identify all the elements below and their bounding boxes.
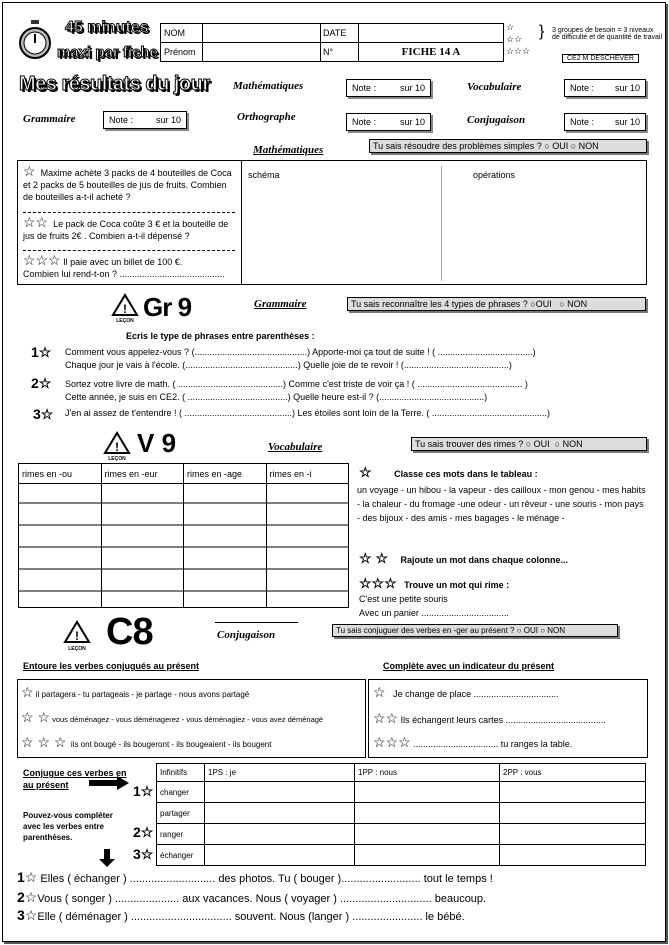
conj-header-2: Complète avec un indicateur du présent <box>383 661 555 671</box>
lecon-warning-icon <box>63 620 91 652</box>
rimes-cell[interactable] <box>101 484 184 608</box>
conj-cell[interactable] <box>355 824 500 845</box>
gram-line-3: J'en ai assez de t'entendre ! ( ...........................................) Les étoiles sont loin de la Terre. ( ..............................................) <box>65 408 550 418</box>
conj-title: Conjugaison <box>217 629 276 641</box>
arrow-down-icon <box>99 849 115 867</box>
rimes-cell[interactable] <box>184 484 267 608</box>
schema-label: schéma <box>248 170 280 180</box>
gram-line-1: Comment vous appelez-vous ? (.............................................) Apporte-moi ça tout de suite ! ( ......................................) Chaque jour je vais à l'école. (.............................................) Quelle joie de te revoir ! (..........................................) <box>65 347 536 370</box>
conj-code: C8 <box>106 611 153 653</box>
results-title: Mes résultats du jour <box>19 73 210 95</box>
rimes-col-eur: rimes en -eur <box>101 464 184 484</box>
gram-code: Gr 9 <box>143 292 192 322</box>
svg-text:LEÇON: LEÇON <box>116 318 134 323</box>
ortho-result-label: Orthographe <box>237 111 296 123</box>
vocab-instr-1: ☆ Classe ces mots dans le tableau : <box>359 464 538 480</box>
rimes-col-age: rimes en -age <box>184 464 267 484</box>
svg-text:!: ! <box>123 302 127 316</box>
level-stars: ☆ ☆☆ ☆☆☆ <box>506 22 531 56</box>
gram-question: Tu sais reconnaître les 4 types de phrases ? ○OUI ○ NON <box>347 297 646 311</box>
math-title: Mathématiques <box>253 144 324 156</box>
gram-note-field[interactable]: Note : sur 10 <box>103 111 187 129</box>
svg-text:!: ! <box>115 440 119 454</box>
prenom-label: Prénom <box>161 43 203 62</box>
verb-row-label: échanger <box>157 845 205 866</box>
rimes-table <box>18 463 349 608</box>
gram-line-2: Sortez votre livre de math. ( ..........................................) Comme c'est triste de voir ça ! ( .......................................... ) Cette année, je suis en CE2. ( ........................................) Quelle heure est-il ? (..........................................) <box>65 379 528 402</box>
verb-row-label: ranger <box>157 824 205 845</box>
lecon-warning-icon <box>111 293 139 323</box>
sentence-1: 1☆ Elles ( échanger ) ............................ des photos. Tu ( bouger ).......................... tout le temps ! <box>17 869 493 885</box>
vocab-instr-3: ☆☆☆ Trouve un mot qui rime : <box>359 575 510 591</box>
conj-cell[interactable] <box>500 803 646 824</box>
complete-line-1: ☆ Je change de place .................................. <box>373 684 559 700</box>
fiche-label: FICHE 14 A <box>359 43 504 62</box>
conj-cell[interactable] <box>500 782 646 803</box>
verb-row-label: partager <box>157 803 205 824</box>
svg-text:LEÇON: LEÇON <box>108 456 126 461</box>
th-infinitifs: Infinitifs <box>157 764 205 782</box>
conj-cell[interactable] <box>500 845 646 866</box>
num-label: N° <box>321 43 359 62</box>
conj-note-field[interactable]: Note : sur 10 <box>564 113 646 131</box>
conj-cell[interactable] <box>205 824 355 845</box>
stopwatch-icon <box>17 19 53 61</box>
sentence-3: 3☆Elle ( déménager ) ................................. souvent. Nous (langer ) ....................... le bébé. <box>17 907 465 923</box>
vocab-code: V 9 <box>137 428 177 458</box>
vocab-result-label: Vocabulaire <box>467 81 522 93</box>
rimes-cell[interactable] <box>266 484 349 608</box>
gram-result-label: Grammaire <box>23 113 76 125</box>
vocab-question: Tu sais trouver des rimes ? ○ OUI ○ NON <box>411 437 647 451</box>
gram-title: Grammaire <box>254 298 307 310</box>
pouvez-label: Pouvez-vous compléter avec les verbes entre parenthèses. <box>23 811 113 842</box>
conj-cell[interactable] <box>205 845 355 866</box>
entoure-line-2: ☆ ☆ vous déménagez - vous déménagerez - vous déménagiez - vous avez déménagé <box>21 709 324 725</box>
operations-label: opérations <box>473 170 516 180</box>
arrow-right-icon <box>89 776 129 790</box>
conj-cell[interactable] <box>205 803 355 824</box>
conj-cell[interactable] <box>355 803 500 824</box>
math-result-label: Mathématiques <box>233 80 304 92</box>
math-problem-3: ☆☆☆ Il paie avec un billet de 100 €. Combien lui rend-t-on ? .......................................... <box>23 252 225 279</box>
author-label: CE2 M DESCHEVER <box>562 54 639 63</box>
conj-cell[interactable] <box>355 845 500 866</box>
svg-text:LEÇON: LEÇON <box>68 646 86 652</box>
date-field[interactable] <box>359 24 504 43</box>
vocab-note-field[interactable]: Note : sur 10 <box>564 79 646 97</box>
conjugue-label: Conjugue ces verbes en au présent <box>23 768 127 790</box>
vocab-instr-2: ☆ ☆ Rajoute un mot dans chaque colonne... <box>359 550 569 566</box>
conj-result-label: Conjugaison <box>467 114 526 126</box>
th-1ps: 1PS : je <box>205 764 355 782</box>
vocab-words: un voyage - un hibou - la vapeur - des cailloux - mon genou - mes habits - la chaleur - du fromage -une odeur - un rêveur - une souris - mon pays - des bijoux - des amis - mes bagages - le ménage - <box>357 485 646 523</box>
date-label: DATE <box>321 24 359 43</box>
th-2pp: 2PP : vous <box>500 764 646 782</box>
th-1pp: 1PP : nous <box>355 764 500 782</box>
math-note-field[interactable]: Note : sur 10 <box>346 79 431 97</box>
worksheet-page: 45 minutes maxi par fiche NOM DATE Prénom N° FICHE 14 A ☆ ☆☆ ☆☆☆ } 3 groupes de besoin = 3 niveaux de difficulté et de quantité de travail CE2 M DESCHEVER Mes résultats du jour Mathématiques Note : sur 10 Vocabulaire Note : sur 10 Grammaire Note : sur 10 Orthographe Note : sur 10 Conjugaison Note : sur 10 Mathématiques Tu sais résoudre des problèmes simples ? ○ OUI ○ NON ☆ Maxime achète 3 packs de 4 bouteilles de Coca et 2 packs de 5 bouteilles de jus de fruits. Combien de bouteilles a-t-il acheté ? ☆☆ Le pack de Coca coûte 3 € et la bouteille de jus de fruits 2€ . Combien a-t-il dépensé ? ☆☆☆ Il paie avec un billet de 100 €. Combien lui rend-t-on ? .......................................... schéma opérations ! LEÇON Gr 9 Grammaire Tu sais reconnaître les 4 types de phrases ? ○OUI ○ NON Ecris le type de phrases entre parenthèses : 1☆ Comment vous appelez-vous ? (.............................................) Apporte-moi ça tout de suite ! ( ......................................) Chaque jour je vais à l'école. (.............................................) Quelle joie de te revoir ! (..........................................) 2☆ Sortez votre livre de math. ( ..........................................) Comme c'est triste de voir ça ! ( .......................................... ) Cette année, je suis en CE2. ( ........................................) Quelle heure est-il ? (..........................................) 3☆ J'en ai assez de t'entendre ! ( ...........................................) Les étoiles sont loin de la Terre. ( ..............................................) ! LEÇON V 9 Vocabulaire Tu sais trouver des rimes ? ○ OUI ○ NON rimes en -ou rimes en -eur rimes en -age rimes en -i ☆ Classe ces mots dans le tableau : un voyage - un hibou - la vapeur - des cailloux - mon genou - mes habits - la chaleur - du fromage -une odeur - un rêveur - une souris - mon pays - des bijoux - des amis - mes bagages - le ménage - ☆ ☆ Rajoute un mot dans chaque colonne... ☆☆☆ Trouve un mot qui rime : C'est une petite souris Avec un panier ................................... ! LEÇON C8 Conjugaison Tu sais conjuguer des verbes en -ger au présent ? ○ OUI ○ NON Entoure les verbes conjugués au présent Complète avec un indicateur du présent ☆ il partagera - tu partageais - je partage - nous avons partagé ☆ ☆ vous déménagez - vous déménagerez - vous déménagiez - vous avez déménagé ☆ ☆ ☆ ils ont bougé - ils bougeront - ils bougeaient - ils bougent ☆ Je change de place .................................. ☆☆ Ils échangent leurs cartes ........................................ ☆☆☆ .................................. tu ranges la table. Conjugue ces verbes en au présent Pouvez-vous compléter avec les verbes entre parenthèses. 1☆ 2☆ 3☆ Infinitifs 1PS : je 1PP : nous 2PP : vous changer partager ranger échanger 1☆ Elles ( échanger ) ............................ des photos. Tu ( bouger ).......................... tout le temps ! 2☆Vous ( songer ) ..................... aux vacances. Nous ( voyager ) .............................. beaucoup. 3☆Elle ( déménager ) ................................. souvent. Nous (langer ) ....................... le bébé. <box>2 2 666 942</box>
groups-note: 3 groupes de besoin = 3 niveaux de difficulté et de quantité de travail <box>552 27 663 41</box>
time-label: 45 minutes <box>65 19 149 36</box>
maxi-label: maxi par fiche <box>57 44 158 61</box>
sentence-2: 2☆Vous ( songer ) ..................... aux vacances. Nous ( voyager ) .............................. beaucoup. <box>17 889 487 905</box>
rimes-col-ou: rimes en -ou <box>19 464 102 484</box>
lecon-warning-icon <box>103 431 131 461</box>
conj-question: Tu sais conjuguer des verbes en -ger au présent ? ○ OUI ○ NON <box>332 624 618 637</box>
entoure-line-3: ☆ ☆ ☆ ils ont bougé - ils bougeront - ils bougeaient - ils bougent <box>21 734 272 750</box>
nom-label: NOM <box>161 24 203 43</box>
vocab-title: Vocabulaire <box>268 441 323 453</box>
math-problem-1: ☆ Maxime achète 3 packs de 4 bouteilles de Coca et 2 packs de 5 bouteilles de jus de fruits. Combien de bouteilles a-t-il acheté ? <box>23 163 232 202</box>
rime-lines: C'est une petite souris Avec un panier ................................... <box>359 594 509 618</box>
conj-cell[interactable] <box>205 782 355 803</box>
math-problem-2: ☆☆ Le pack de Coca coûte 3 € et la bouteille de jus de fruits 2€ . Combien a-t-il dépensé ? <box>23 214 229 241</box>
complete-line-2: ☆☆ Ils échangent leurs cartes ........................................ <box>373 710 606 726</box>
conj-header-1: Entoure les verbes conjugués au présent <box>23 661 200 671</box>
identity-table <box>160 23 504 62</box>
math-question: Tu sais résoudre des problèmes simples ? ○ OUI ○ NON <box>369 139 647 153</box>
conj-cell[interactable] <box>355 782 500 803</box>
rimes-col-i: rimes en -i <box>266 464 349 484</box>
nom-field[interactable] <box>203 24 321 43</box>
svg-text:!: ! <box>75 629 79 643</box>
prenom-field[interactable] <box>203 43 321 62</box>
verb-row-label: changer <box>157 782 205 803</box>
entoure-line-1: ☆ il partagera - tu partageais - je partage - nous avons partagé <box>21 684 250 700</box>
rimes-cell[interactable] <box>19 484 102 608</box>
gram-instructions: Ecris le type de phrases entre parenthèses : <box>126 331 315 341</box>
complete-line-3: ☆☆☆ .................................. tu ranges la table. <box>373 734 573 750</box>
conjugation-table <box>156 763 646 866</box>
ortho-note-field[interactable]: Note : sur 10 <box>346 113 431 131</box>
conj-cell[interactable] <box>500 824 646 845</box>
